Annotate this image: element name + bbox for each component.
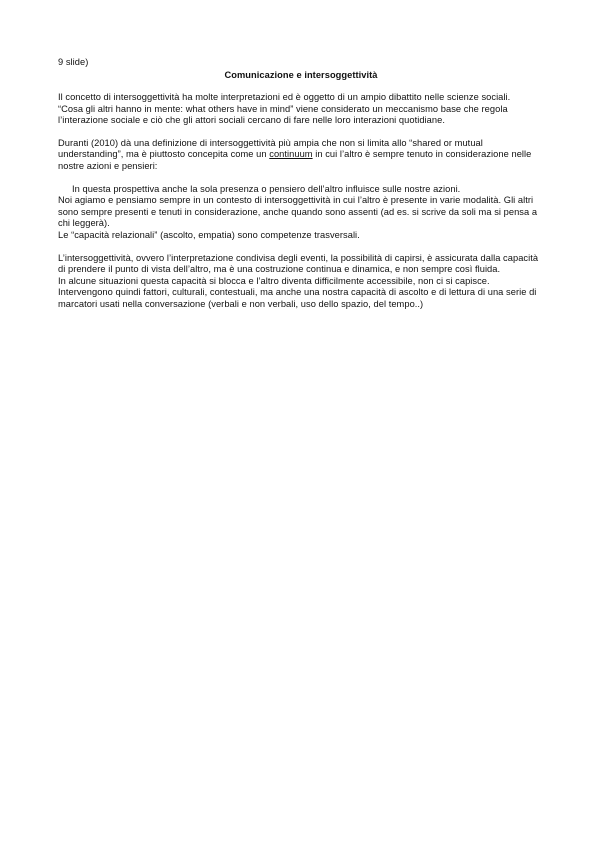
- spacer: [58, 81, 544, 92]
- paragraph-intro: Il concetto di intersoggettività ha molte interpretazioni ed è oggetto di un ampio dibattito nelle scienze sociali.: [58, 92, 511, 102]
- paragraph-perspective: In questa prospettiva anche la sola presenza o pensiero dell’altro influisce sulle nostre azioni.: [72, 183, 461, 194]
- document-body: [58, 57, 544, 311]
- paragraph-quote: “Cosa gli altri hanno in mente: what others have in mind” viene considerato un meccanismo base che regola l’interazione sociale e ciò che gli attori sociali cercano di fare nelle loro interazioni quotidiane.: [58, 103, 508, 126]
- paragraph-duranti-start: Duranti (2010) dà una definizione di intersoggettività più ampia che non si limita allo “shared or mutual understanding”, ma è piuttosto concepita come un: [58, 137, 483, 160]
- spacer: [58, 127, 544, 138]
- paragraph-intersubjectivity: L’intersoggettività, ovvero l’interpretazione condivisa degli eventi, la possibilità di capirsi, è assicurata dalla capacità di prendere il punto di vista dell’altro, ma è una costruzione continua e dinamica, e non sempre così fluida.: [58, 252, 539, 275]
- paragraph-context: Noi agiamo e pensiamo sempre in un contesto di intersoggettività in cui l’altro è presente in varie modalità. Gli altri sono sempre presenti e tenuti in considerazione, anche quando sono assenti (ad es. si scrive da soli ma si pensa a chi leggerà).: [58, 195, 538, 229]
- slide-reference: 9 slide): [58, 57, 89, 67]
- paragraph-skills: Le “capacità relazionali” (ascolto, empatia) sono competenze trasversali.: [58, 229, 360, 240]
- paragraph-duranti-end: in cui l’altro è sempre tenuto in considerazione nelle nostre azioni e pensieri:: [58, 149, 532, 171]
- continuum-term: continuum: [269, 149, 313, 160]
- paragraph-blocked: In alcune situazioni questa capacità si blocca e l’altro diventa difficilmente accessibile, non ci si capisce.: [58, 275, 490, 286]
- spacer: [58, 242, 544, 253]
- paragraph-duranti: [58, 138, 544, 173]
- document-title: Comunicazione e intersoggettività: [224, 70, 378, 80]
- paragraph-factors: Intervengono quindi fattori, culturali, contestuali, ma anche una nostra capacità di ascolto e di lettura di una serie di marcatori usati nella conversazione (verbali e non verbali, uso dello spazio, del tempo..): [58, 287, 537, 309]
- spacer: [58, 173, 544, 184]
